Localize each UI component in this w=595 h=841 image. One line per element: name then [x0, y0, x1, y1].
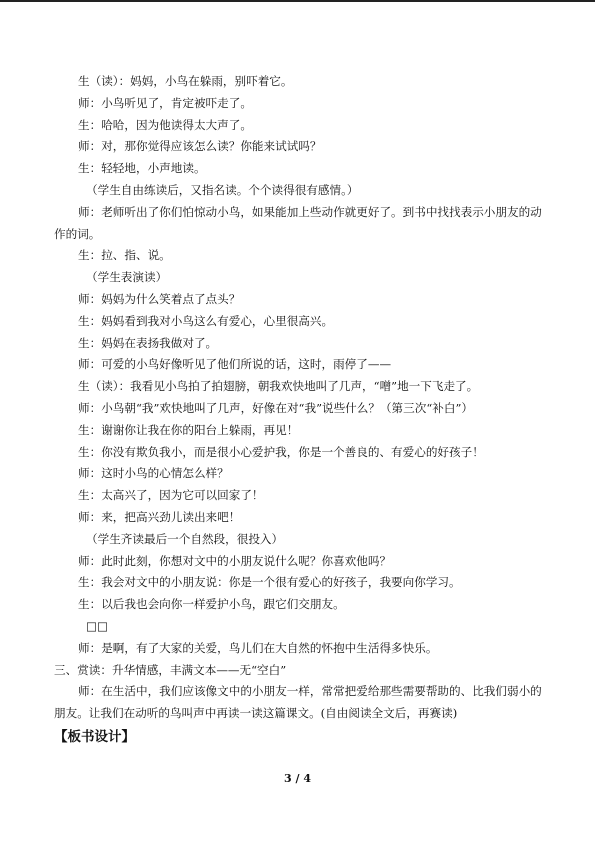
top-border-rule [0, 0, 595, 2]
dialogue-line: 生：太高兴了，因为它可以回家了！ [78, 488, 264, 503]
section-heading: 三、赏读：升华情感，丰满文本——无“空白” [54, 662, 287, 677]
dialogue-line: 师：是啊，有了大家的关爱，鸟儿们在大自然的怀抱中生活得多快乐。 [78, 640, 438, 655]
dialogue-paragraph: 师：老师听出了你们怕惊动小鸟，如果能加上些动作就更好了。到书中找找表示小朋友的动作的词。 [54, 204, 542, 241]
dialogue-line: 生：轻轻地，小声地读。 [78, 161, 206, 176]
dialogue-line: 师：妈妈为什么笑着点了点头？ [78, 291, 241, 306]
missing-glyph-placeholder: □□ [86, 618, 108, 633]
dialogue-line: 师：小鸟听见了，肯定被吓走了。 [78, 95, 252, 110]
stage-note: （学生表演读） [86, 270, 168, 285]
dialogue-line: 生：你没有欺负我小，而是很小心爱护我，你是一个善良的、有爱心的好孩子！ [78, 444, 484, 459]
dialogue-line: 生：以后我也会向你一样爱护小鸟，跟它们交朋友。 [78, 597, 345, 612]
dialogue-line: 生：妈妈在表扬我做对了。 [78, 335, 218, 350]
dialogue-line: 师：对，那你觉得应该怎么读？你能来试试吗？ [78, 139, 322, 154]
dialogue-line: 师：可爱的小鸟好像听见了他们所说的话，这时，雨停了—— [78, 357, 392, 372]
dialogue-line: 师：这时小鸟的心情怎么样？ [78, 466, 229, 481]
dialogue-line: 师：此时此刻，你想对文中的小朋友说什么呢？你喜欢他吗？ [78, 553, 392, 568]
dialogue-line: 师：小鸟朝“我”欢快地叫了几声，好像在对“我”说些什么？（第三次“补白”） [78, 400, 473, 415]
dialogue-line: 生：拉、指、说。 [78, 248, 171, 263]
dialogue-line: 师：来，把高兴劲儿读出来吧！ [78, 509, 241, 524]
dialogue-line: 生：妈妈看到我对小鸟这么有爱心，心里很高兴。 [78, 313, 334, 328]
dialogue-line: 生：哈哈，因为他读得太大声了。 [78, 117, 252, 132]
page-number: 3 / 4 [284, 772, 311, 785]
dialogue-paragraph: 师：在生活中，我们应该像文中的小朋友一样，常常把爱给那些需要帮助的、比我们弱小的朋友。让我们在动听的鸟叫声中再读一读这篇课文。(自由阅读全文后，再赛读) [54, 684, 542, 721]
dialogue-line: 生（读）：妈妈，小鸟在躲雨，别吓着它。 [78, 74, 293, 88]
board-design-heading: 【板书设计】 [54, 728, 135, 745]
dialogue-line: 生：我会对文中的小朋友说：你是一个很有爱心的好孩子，我要向你学习。 [78, 575, 461, 590]
dialogue-line: 生：谢谢你让我在你的阳台上躲雨，再见！ [78, 422, 299, 437]
stage-note: （学生自由练读后，又指名读。个个读得很有感情。） [86, 182, 359, 197]
dialogue-line: 生（读）：我看见小鸟拍了拍翅膀，朝我欢快地叫了几声，“噌”地一下飞走了。 [78, 379, 479, 394]
stage-note: （学生齐读最后一个自然段，很投入） [86, 531, 284, 546]
document-body [54, 71, 544, 749]
